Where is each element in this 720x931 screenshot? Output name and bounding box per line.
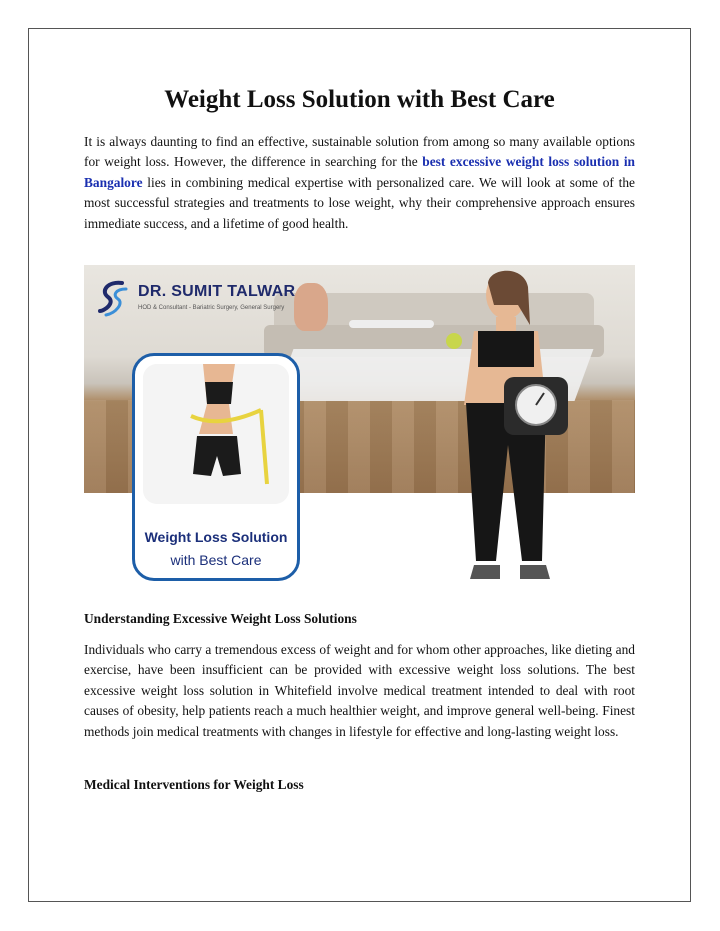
woman-with-scale-icon [434,265,594,589]
waist-measure-icon [143,364,289,504]
section-heading-medical: Medical Interventions for Weight Loss [84,777,304,792]
section-body-understanding: Individuals who carry a tremendous excess of weight and for whom other approaches, like dieting and exercise, have been insufficient can be provided with excessive weight loss solutions. The best excessive weight loss solution in Whitefield involve medical treatment intended to deal with root causes of obesity, help patients reach a much healthier weight, and improve general well-being. Finest methods join medical treatments with changes in lifestyle for effective and long-lasting weight loss. [84,642,635,739]
logo-subtitle: HOD & Consultant - Bariatric Surgery, General Surgery [138,305,285,311]
hero-banner-image [84,265,635,589]
section-heading-understanding: Understanding Excessive Weight Loss Solutions [84,611,357,626]
waist-measure-card [132,353,300,581]
banner-caption-line1: Weight Loss Solution [144,529,288,545]
banner-caption-line2: with Best Care [170,552,262,568]
intro-paragraph [84,132,635,234]
logo-mark-icon [96,277,130,317]
clinic-logo [90,273,302,325]
document-title: Weight Loss Solution with Best Care [164,86,555,113]
coffee-table [349,320,434,328]
bangalore-solution-link[interactable]: best excessive weight loss solution in Bangalore [84,154,635,190]
intro-text-before: It is always daunting to find an effective, sustainable solution from among so many available options for weight loss. However, the difference in searching for the [84,134,635,170]
logo-name: DR. SUMIT TALWAR [138,283,296,300]
intro-text-after: lies in combining medical expertise with personalized care. We will look at some of the most successful strategies and treatments to lose weight, why their comprehensive approach ensures immediate success, and a lifetime of good health. [84,174,635,231]
